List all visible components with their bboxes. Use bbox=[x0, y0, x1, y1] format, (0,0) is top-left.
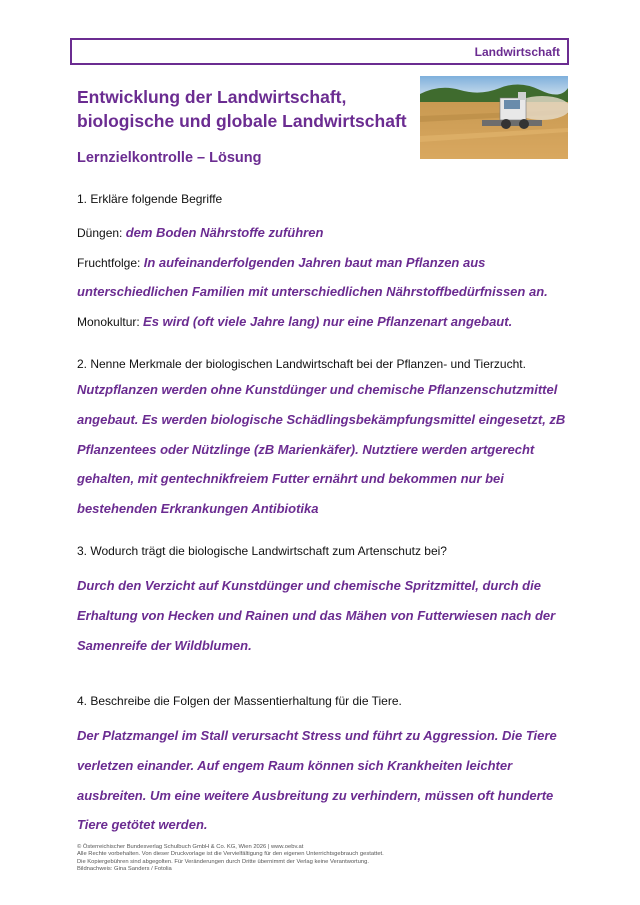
footer-line: Alle Rechte vorbehalten. Von dieser Druckvorlage ist die Vervielfältigung für den eigenen Unterrichtsgebrauch gestattet. bbox=[77, 851, 384, 858]
answer-line: Der Platzmangel im Stall verursacht Stress und führt zu Aggression. Die Tiere bbox=[77, 728, 557, 743]
term-answer: Es wird (oft viele Jahre lang) nur eine Pflanzenart angebaut. bbox=[143, 314, 513, 329]
answer-line: Pflanzentees oder Nützlinge (zB Marienkäfer). Nutztiere werden artgerecht bbox=[77, 441, 535, 457]
title-line-1: Entwicklung der Landwirtschaft, bbox=[77, 87, 347, 107]
answer-line: bestehenden Erkrankungen Antibiotika bbox=[77, 501, 319, 517]
title-line-2: biologische und globale Landwirtschaft bbox=[77, 111, 407, 131]
term-duengen bbox=[77, 225, 323, 240]
term-answer: In aufeinanderfolgenden Jahren baut man Pflanzen aus bbox=[143, 255, 486, 270]
footer bbox=[77, 844, 557, 874]
answer-line: verletzen einander. Auf engem Raum können sich Krankheiten leichter bbox=[77, 757, 513, 773]
question-4: 4. Beschreibe die Folgen der Massentierhaltung für die Tiere. bbox=[77, 694, 402, 708]
term-label: Düngen: bbox=[77, 226, 123, 240]
answer-line: Samenreife der Wildblumen. bbox=[77, 637, 252, 653]
footer-line: © Österreichischer Bundesverlag Schulbuch GmbH & Co. KG, Wien 2026 | www.oebv.at bbox=[77, 844, 304, 850]
term-answer: dem Boden Nährstoffe zuführen bbox=[125, 225, 324, 240]
question-2: 2. Nenne Merkmale der biologischen Landwirtschaft bei der Pflanzen- und Tierzucht. bbox=[77, 357, 526, 371]
subtitle: Lernzielkontrolle – Lösung bbox=[77, 150, 262, 166]
footer-line: Die Kopiergebühren sind abgegolten. Für Veränderungen durch Dritte übernimmt der Verlag keine Verantwortung. bbox=[77, 858, 369, 865]
footer-line: Bildnachweis: Gina Sanders / Fotolia bbox=[77, 866, 172, 873]
term-label: Monokultur: bbox=[77, 315, 140, 329]
header-label: Landwirtschaft bbox=[474, 45, 560, 59]
question-1: 1. Erkläre folgende Begriffe bbox=[77, 192, 223, 206]
term-fruchtfolge-cont bbox=[77, 284, 548, 299]
page-title bbox=[77, 85, 412, 133]
answer-4 bbox=[77, 721, 567, 840]
answer-line: ausbreiten. Um eine weitere Ausbreitung zu verhindern, müssen oft hunderte bbox=[77, 787, 554, 803]
answer-line: Durch den Verzicht auf Kunstdünger und chemische Spritzmittel, durch die bbox=[77, 578, 541, 593]
answer-line: angebaut. Es werden biologische Schädlingsbekämpfungsmittel eingesetzt, zB bbox=[77, 411, 566, 427]
term-fruchtfolge bbox=[77, 255, 485, 270]
answer-line: gehalten, mit gentechnikfreiem Futter ernährt und bekommen nur bei bbox=[77, 471, 504, 487]
answer-3 bbox=[77, 571, 567, 660]
answer-line: Tiere getötet werden. bbox=[77, 817, 208, 833]
combine-harvester-photo bbox=[420, 76, 568, 159]
answer-line: Nutzpflanzen werden ohne Kunstdünger und chemische Pflanzenschutzmittel bbox=[77, 382, 558, 397]
term-answer-continued: unterschiedlichen Familien mit unterschiedlichen Nährstoffbedürfnissen an. bbox=[77, 284, 548, 299]
term-monokultur bbox=[77, 314, 512, 329]
answer-2 bbox=[77, 375, 567, 524]
question-3: 3. Wodurch trägt die biologische Landwirtschaft zum Artenschutz bei? bbox=[77, 544, 447, 558]
header-box bbox=[70, 38, 569, 65]
answer-line: Erhaltung von Hecken und Rainen und das Mähen von Futterwiesen nach der bbox=[77, 607, 556, 623]
term-label: Fruchtfolge: bbox=[77, 256, 141, 270]
